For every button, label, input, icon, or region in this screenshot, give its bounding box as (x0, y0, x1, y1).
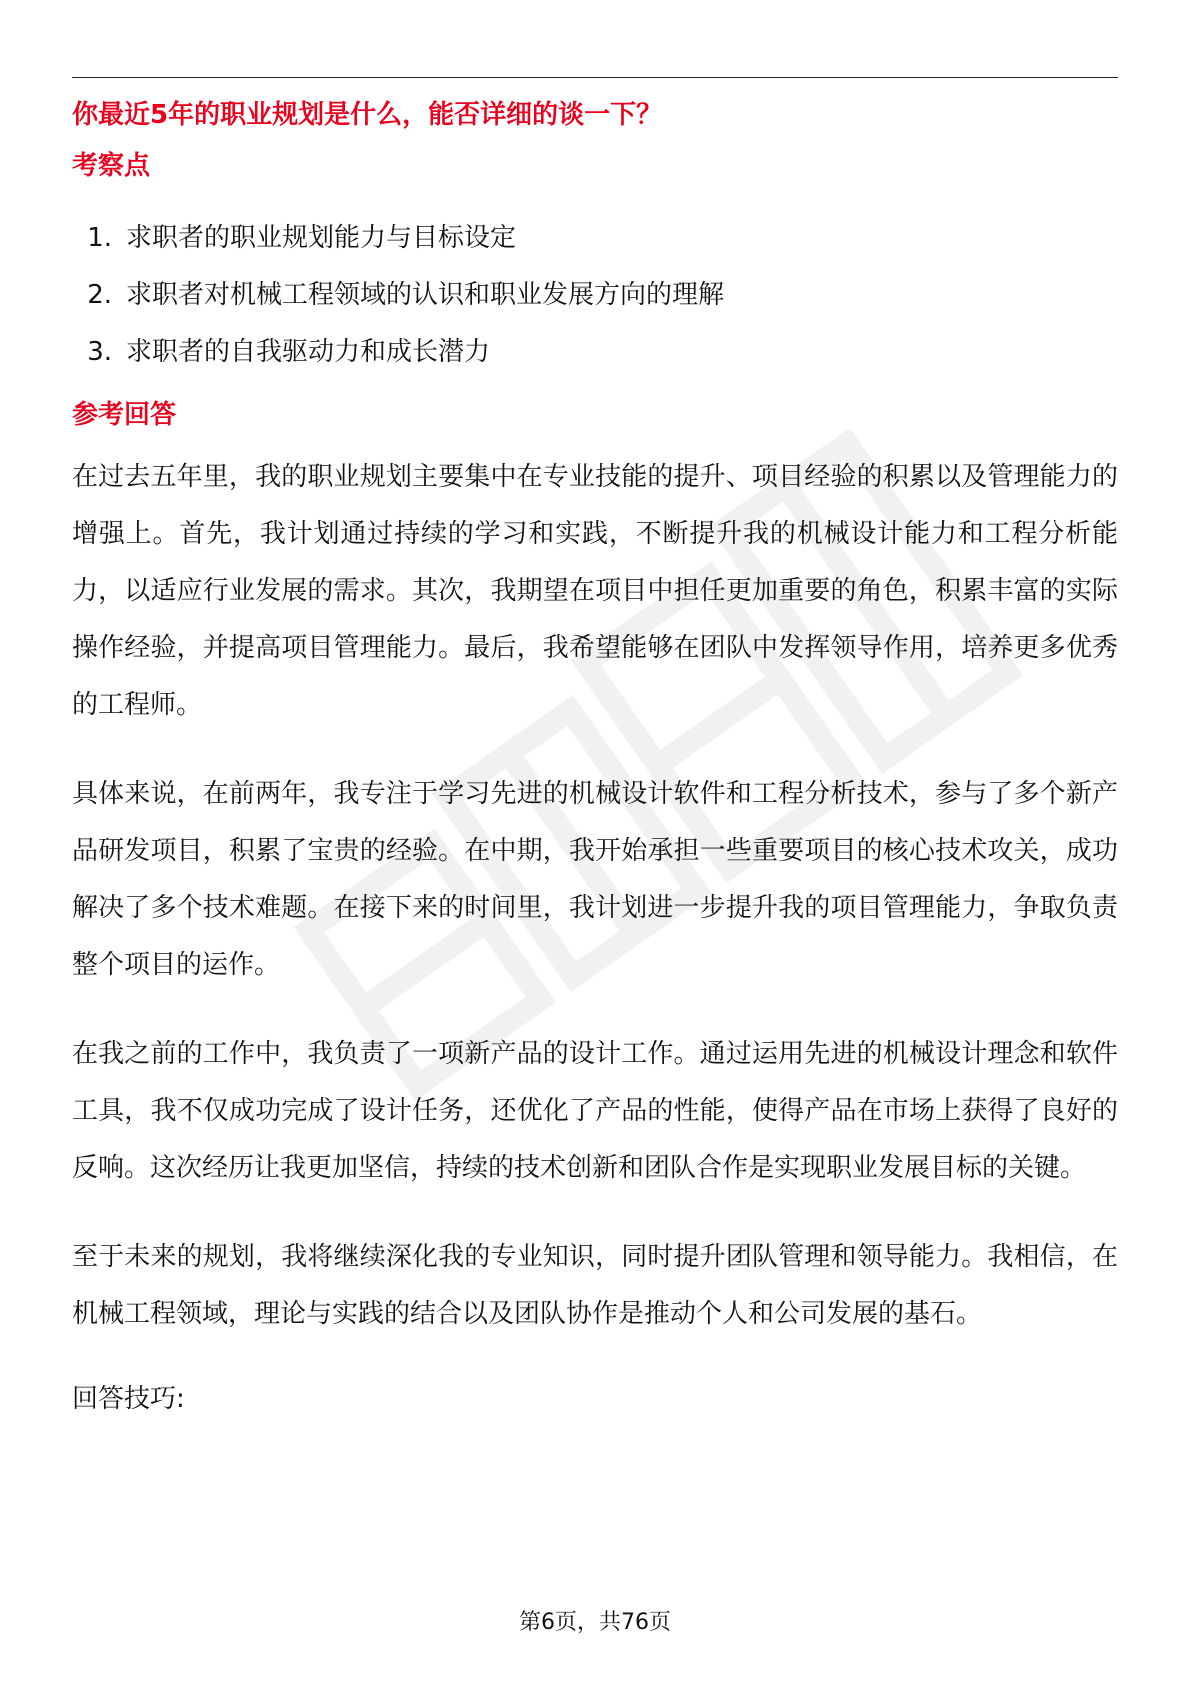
list-number: 2. (87, 280, 112, 310)
list-text: 求职者的自我驱动力和成长潜力 (126, 337, 491, 367)
focus-list (72, 210, 1118, 381)
answer-paragraph: 至于未来的规划，我将继续深化我的专业知识，同时提升团队管理和领导能力。我相信，在机械工程领域，理论与实践的结合以及团队协作是推动个人和公司发展的基石。 (72, 1242, 1118, 1329)
top-divider (72, 77, 1118, 78)
list-number: 1. (87, 223, 112, 253)
answer-paragraph: 在过去五年里，我的职业规划主要集中在专业技能的提升、项目经验的积累以及管理能力的增强上。首先，我计划通过持续的学习和实践，不断提升我的机械设计能力和工程分析能力，以适应行业发展的需求。其次，我期望在项目中担任更加重要的角色，积累丰富的实际操作经验，并提高项目管理能力。最后，我希望能够在团队中发挥领导作用，培养更多优秀的工程师。 (72, 462, 1118, 720)
list-number: 3. (87, 337, 112, 367)
list-item (72, 324, 1118, 381)
list-item (72, 267, 1118, 324)
list-text: 求职者对机械工程领域的认识和职业发展方向的理解 (126, 280, 725, 310)
tips-label: 回答技巧: (72, 1384, 185, 1414)
answer-paragraph: 具体来说，在前两年，我专注于学习先进的机械设计软件和工程分析技术，参与了多个新产品研发项目，积累了宝贵的经验。在中期，我开始承担一些重要项目的核心技术攻关，成功解决了多个技术难题。在接下来的时间里，我计划进一步提升我的项目管理能力，争取负责整个项目的运作。 (72, 779, 1118, 980)
list-text: 求职者的职业规划能力与目标设定 (126, 223, 517, 253)
answer-heading: 参考回答 (72, 400, 177, 430)
answer-paragraph: 在我之前的工作中，我负责了一项新产品的设计工作。通过运用先进的机械设计理念和软件工具，我不仅成功完成了设计任务，还优化了产品的性能，使得产品在市场上获得了良好的反响。这次经历让我更加坚信，持续的技术创新和团队合作是实现职业发展目标的关键。 (72, 1039, 1118, 1183)
page-content (72, 90, 1118, 1428)
page-number: 第6页，共76页 (519, 1610, 671, 1635)
list-item (72, 210, 1118, 267)
question-title: 你最近5年的职业规划是什么，能否详细的谈一下？ (72, 100, 663, 130)
focus-heading: 考察点 (72, 151, 151, 181)
